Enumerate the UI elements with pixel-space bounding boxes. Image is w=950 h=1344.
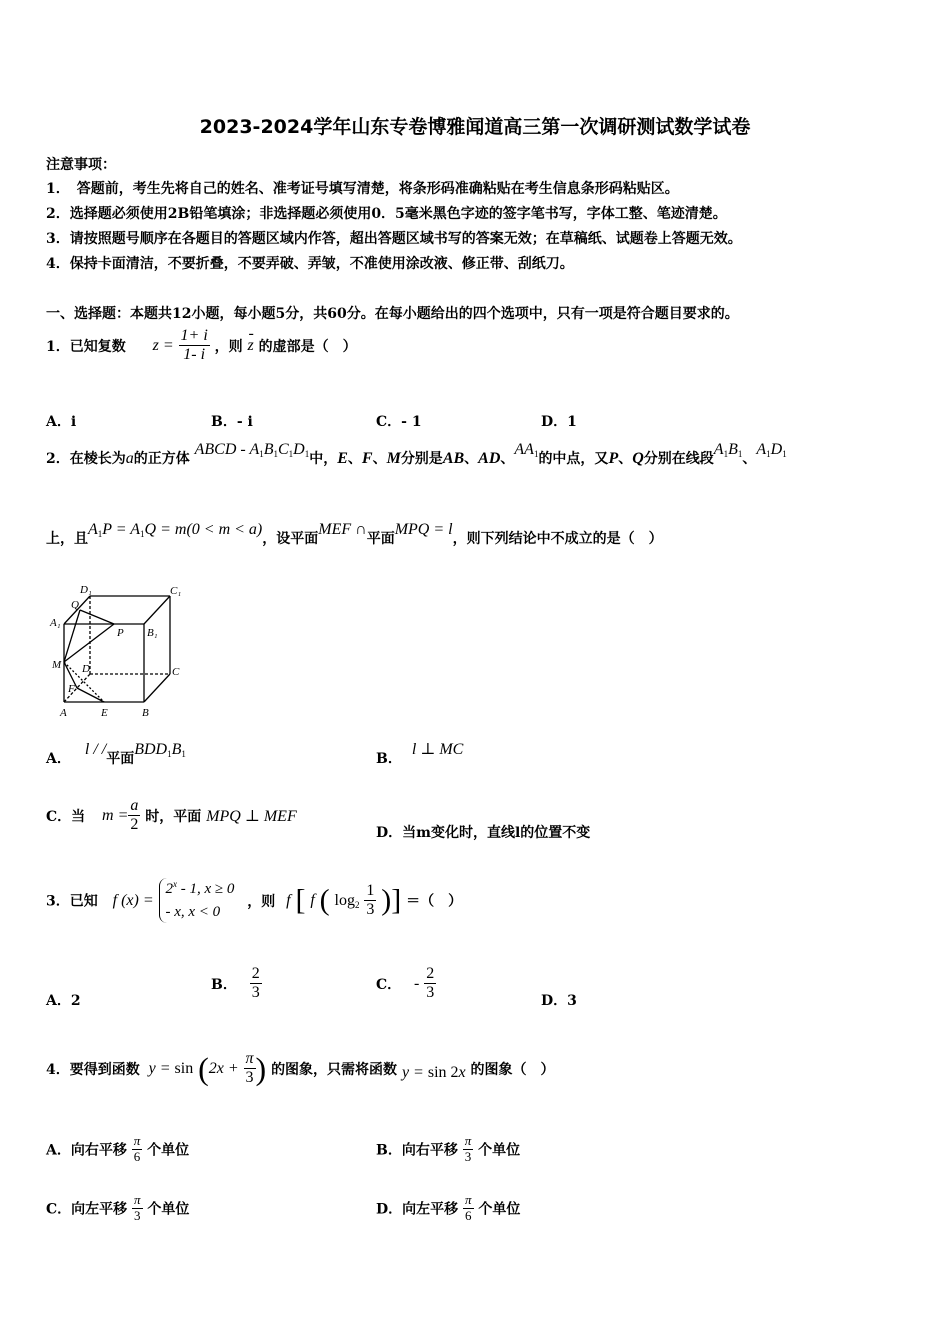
- question-2: 2．在棱长为a的正方体 ABCD - $A_1B_1C_1D_1$中，E、F、M分别是AB、AD、$AA_1$的中点，又P、Q分别在线段$A_1B_1$、$A_1D_1$: [46, 441, 787, 467]
- option-c: C．向左平移 $\frac{\pi}{3}$ 个单位: [46, 1192, 190, 1223]
- fraction: $\frac{1+ i}{1- i}$: [180, 327, 208, 364]
- label-M: M: [52, 659, 62, 671]
- cube-figure: [44, 582, 194, 722]
- label-A1: A₁: [50, 617, 61, 629]
- notice-item: 3．请按照题号顺序在各题目的答题区域内作答，超出答题区域书写的答案无效；在草稿纸、试题卷上答题无效。: [46, 231, 742, 247]
- page-title: 2023-2024学年山东专卷博雅闻道高三第一次调研测试数学试卷: [199, 116, 751, 138]
- option-d: D．3: [541, 993, 577, 1009]
- label-C: C: [172, 666, 180, 678]
- option-d: D．1: [541, 414, 577, 430]
- option-d: D．向左平移 $\frac{\pi}{6}$ 个单位: [376, 1192, 521, 1223]
- formula-cube: ABCD - $A_1B_1C_1D_1$: [194, 441, 310, 459]
- label-C1: C₁: [170, 585, 182, 597]
- question-2-cont: 上，且$A_1P = A_1Q = m(0 < m < a)$，设平面MEF ∩平面MPQ = l，则下列结论中不成立的是（ ）: [46, 521, 663, 547]
- question-1: 1．已知复数 z = $\frac{1+ i}{1- i}$ ，则 - z 的虚部是（ ）: [46, 324, 357, 364]
- notice-item: 2．选择题必须使用2B铅笔填涂；非选择题必须使用0．5毫米黑色字迹的签字笔书写，字体工整、笔迹清楚。: [46, 206, 727, 222]
- label-F: F: [68, 683, 75, 695]
- label-P: P: [117, 627, 124, 639]
- label-E: E: [101, 707, 108, 719]
- piecewise: 2$^x$ - 1, x ≥ 0 - x, x < 0: [159, 878, 235, 923]
- question-4: 4．要得到函数 y = sin (2x + $\frac{\pi}{3}$ ) 的图象，只需将函数 y = sin 2x 的图象（ ）: [46, 1050, 555, 1087]
- option-b: B．- i: [211, 414, 253, 430]
- option-d: D．当m变化时，直线l的位置不变: [376, 825, 591, 841]
- notice-item: 4．保持卡面清洁，不要折叠，不要弄破、弄皱，不准使用涂改液、修正带、刮纸刀。: [46, 256, 574, 272]
- option-b: B．向右平移 $\frac{\pi}{3}$ 个单位: [376, 1133, 521, 1164]
- label-A: A: [60, 707, 67, 719]
- option-a: A．向右平移 $\frac{\pi}{6}$ 个单位: [46, 1133, 190, 1164]
- option-c: C． - $\frac{2}{3}$: [376, 965, 435, 1002]
- option-b: B． $\frac{2}{3}$: [211, 965, 260, 1002]
- notice-heading: 注意事项：: [46, 157, 116, 173]
- option-a: A．l / /平面$BDD_1B_1$: [46, 741, 186, 767]
- section-heading: 一、选择题：本题共12小题，每小题5分，共60分。在每小题给出的四个选项中，只有一项是符合题目要求的。: [46, 306, 739, 322]
- z-conjugate: - z: [247, 324, 254, 354]
- label-D1: D₁: [80, 584, 92, 596]
- option-c: C．当 m = $\frac{a}{2}$ 时，平面 MPQ ⊥ MEF: [46, 797, 297, 834]
- formula-condition: $A_1P = A_1Q = m(0 < m < a)$: [88, 521, 263, 539]
- question-3: 3．已知 f $(x) = 2^x - 1$, x ≥ 0 - x, x < 0 ，则 f [ f ( $\log_2$ $\frac{1}{3}$ )] ＝（ ）: [46, 878, 462, 923]
- formula-z: z =: [152, 336, 174, 354]
- label-D: D: [82, 663, 90, 675]
- notice-item: 1． 答题前，考生先将自己的姓名、准考证号填写清楚，将条形码准确粘贴在考生信息条形码粘贴区。: [46, 181, 679, 197]
- label-B: B: [142, 707, 149, 719]
- option-a: A．i: [46, 414, 77, 430]
- option-c: C．- 1: [376, 414, 422, 430]
- option-a: A．2: [46, 993, 81, 1009]
- label-B1: B₁: [147, 627, 158, 639]
- label-Q: Q: [71, 599, 79, 611]
- option-b: B．l ⊥ MC: [376, 741, 464, 767]
